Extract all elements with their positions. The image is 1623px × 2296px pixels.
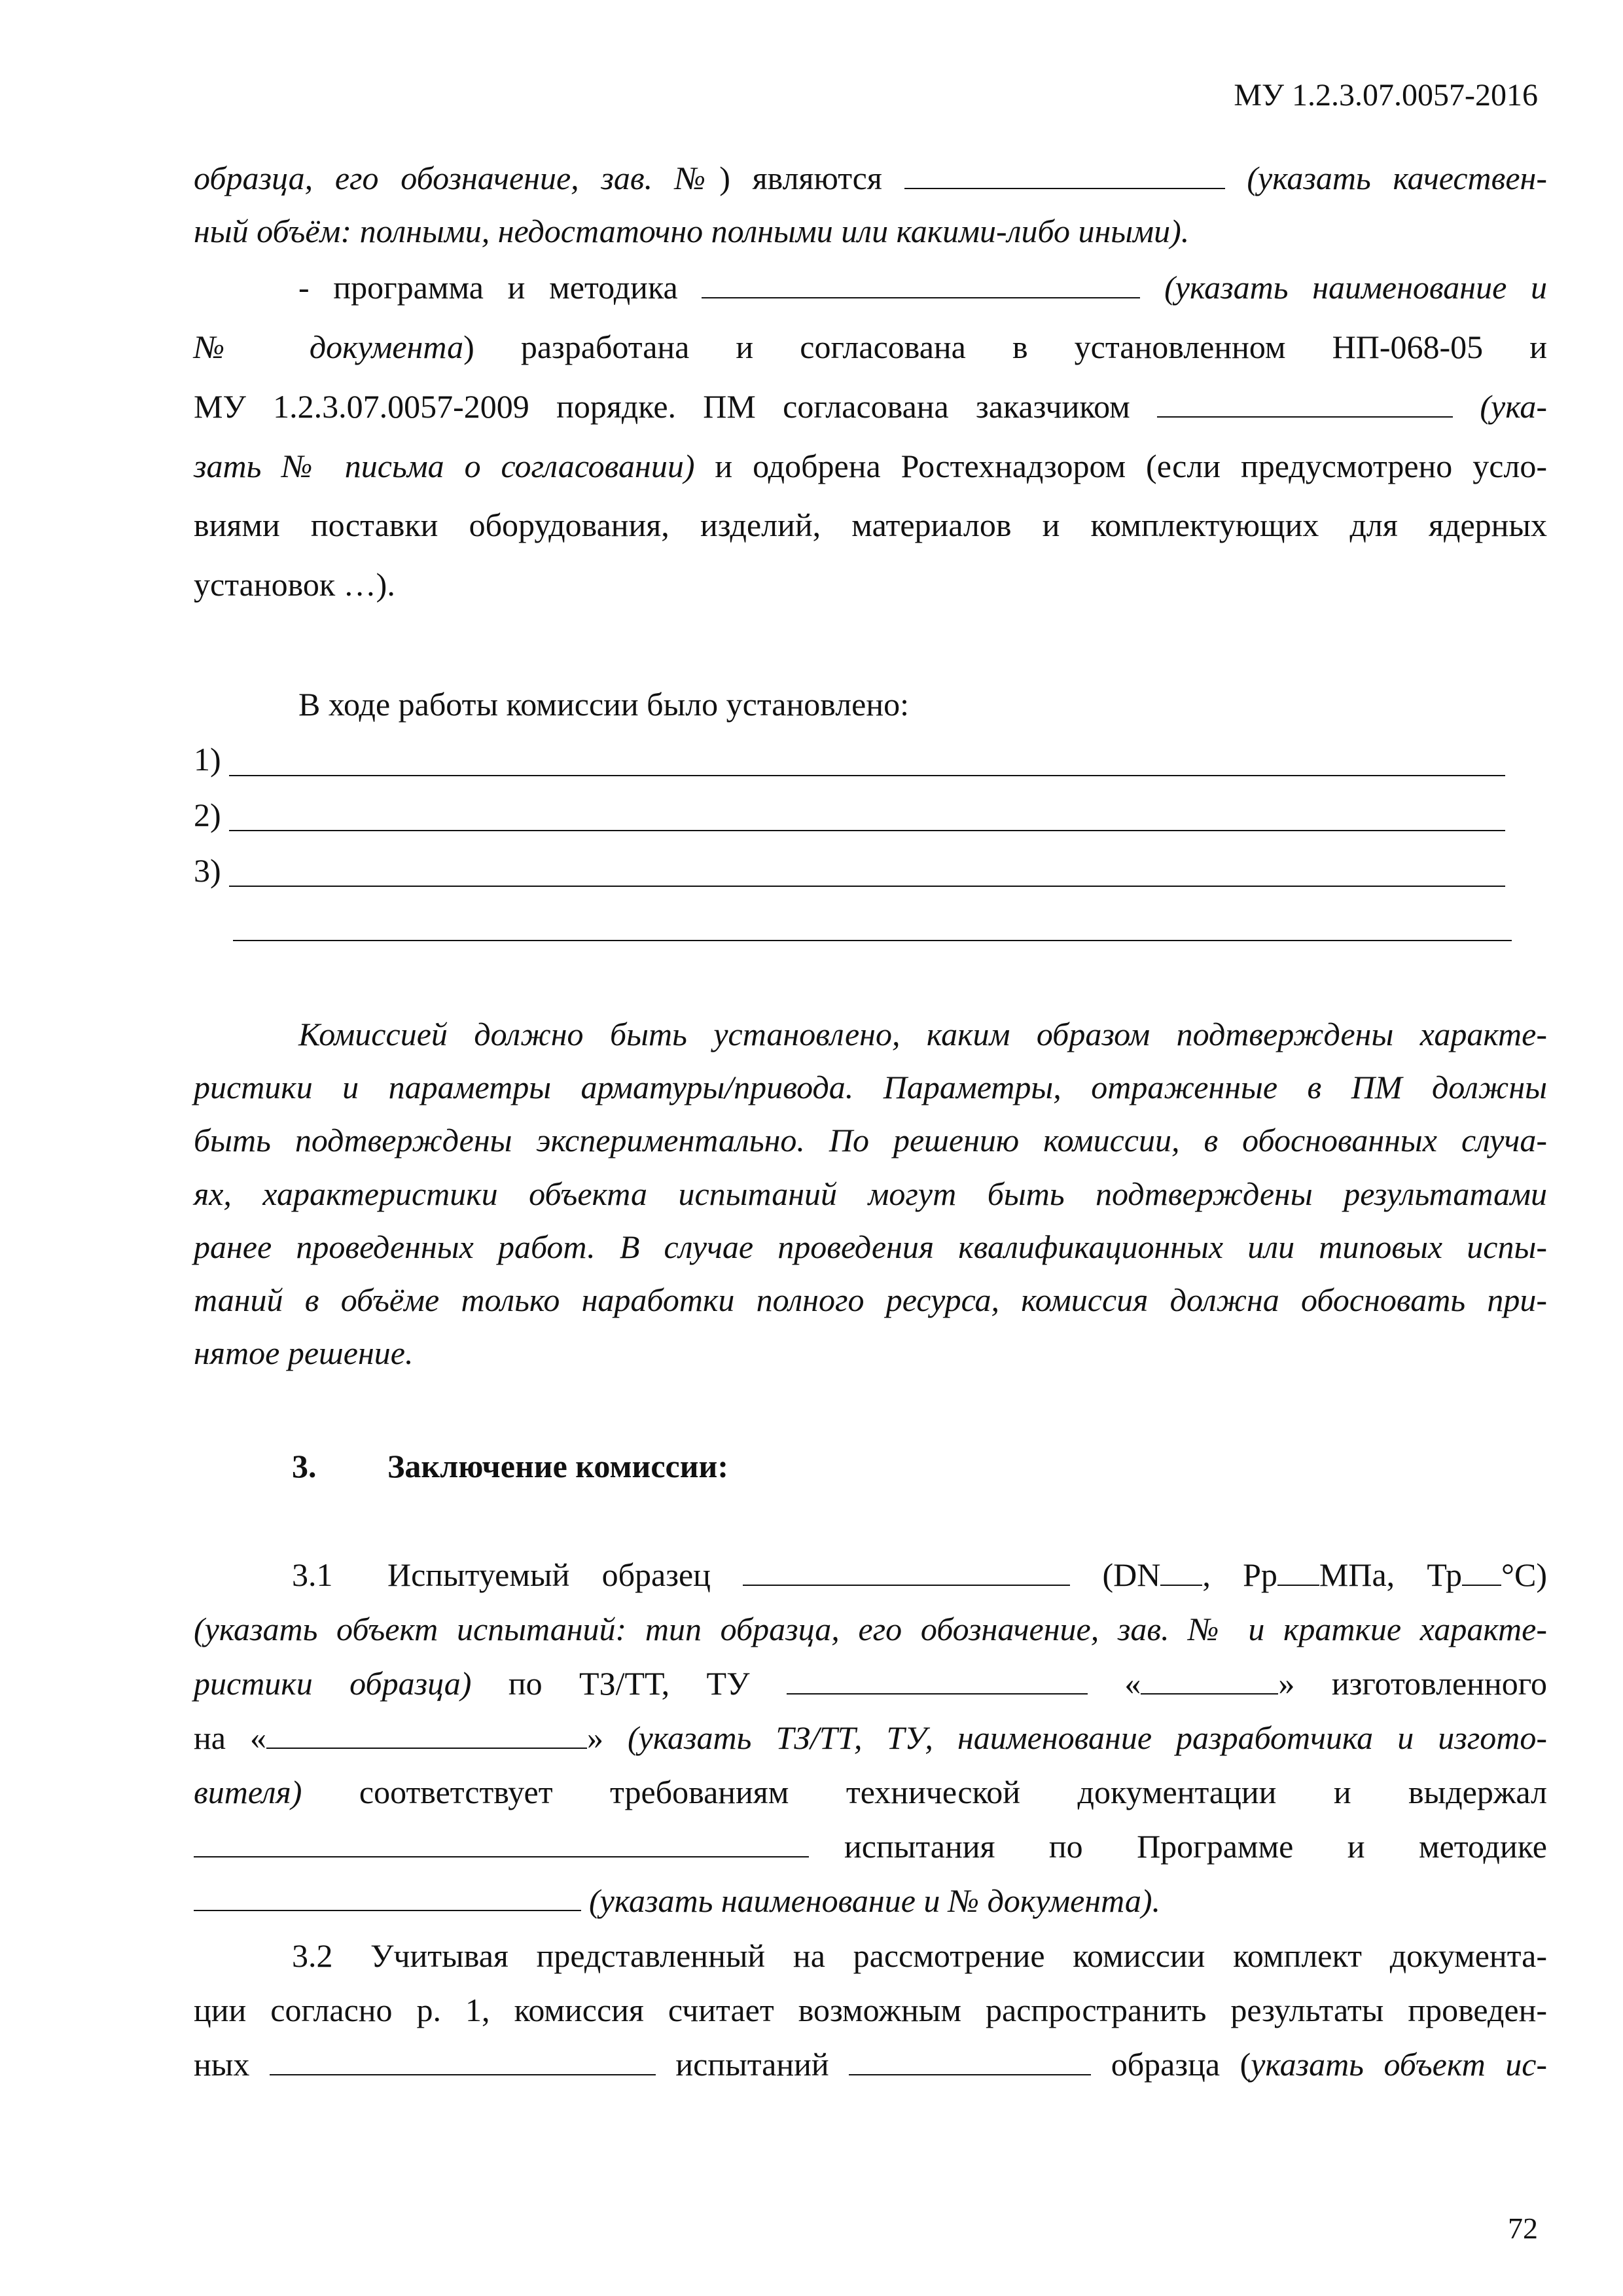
c31-line-1	[387, 1555, 1547, 1594]
c31-line-4	[194, 1718, 1547, 1757]
note-line-4: ях, характеристики объекта испытаний могут быть подтверждены результатами	[194, 1175, 1547, 1212]
blank-field[interactable]	[1141, 1666, 1278, 1695]
blank-field[interactable]	[849, 2047, 1091, 2075]
finding-1-line[interactable]	[229, 775, 1505, 776]
section-3-number: 3.	[292, 1448, 317, 1484]
blank-field[interactable]	[1157, 389, 1453, 418]
p2-line-3	[194, 387, 1547, 426]
finding-item-1	[194, 740, 1547, 779]
c32-l3-object: образца (	[1111, 2046, 1251, 2083]
c31-line-6: испытания по Программе и методике	[844, 1828, 1547, 1865]
p2-line-5: виями поставки оборудования, изделий, материалов и комплектующих для ядерных	[194, 507, 1547, 543]
p2-l2-text: ) разработана и согласована в установленном НП-068-05 и	[463, 329, 1547, 365]
c31-line-5	[194, 1772, 1547, 1812]
note-line-3: быть подтверждены экспериментально. По решению комиссии, в обоснованных случа-	[194, 1122, 1547, 1158]
p2-l4-italic: зать № письма о согласовании)	[194, 448, 695, 484]
p2-l3-text: МУ 1.2.3.07.0057-2009 порядке. ПМ согласована заказчиком	[194, 388, 1130, 425]
p1-l1-note: (указать качествен-	[1247, 160, 1547, 196]
c32-line-2: ции согласно р. 1, комиссия считает возможным распространить результаты проведен-	[194, 1992, 1547, 2028]
clause-3-1-number: 3.1	[292, 1556, 333, 1593]
p1-l1-italic: образца, его обозначение, зав. №	[194, 160, 720, 196]
c31-l4-note: (указать ТЗ/ТТ, ТУ, наименование разработчика и изгото-	[603, 1719, 1547, 1756]
c32-l3-tests: испытаний	[675, 2046, 829, 2083]
blank-field[interactable]	[904, 160, 1225, 189]
c32-l3-text: ных	[194, 2046, 250, 2083]
p2-line-6: установок …).	[194, 566, 395, 603]
temperature-field[interactable]	[1462, 1557, 1501, 1586]
note-line-7: нятое решение.	[194, 1335, 414, 1371]
p1-l1-text: ) являются	[719, 160, 882, 196]
c31-l5-text: соответствует требованиям технической документации и выдержал	[302, 1774, 1547, 1810]
blank-field[interactable]	[743, 1557, 1070, 1586]
p2-l2-italic: № документа	[194, 329, 464, 365]
finding-number: 2)	[194, 797, 221, 833]
c31-line-2: (указать объект испытаний: тип образца, его обозначение, зав. № и краткие характе-	[194, 1611, 1547, 1647]
c31-line-7: (указать наименование и № документа).	[589, 1882, 1160, 1919]
c31-dn-label: (DN	[1102, 1556, 1161, 1593]
findings-intro: В ходе работы комиссии было установлено:	[298, 686, 909, 723]
document-code: МУ 1.2.3.07.0057-2016	[1234, 78, 1538, 113]
pressure-field[interactable]	[1277, 1557, 1319, 1586]
c31-l3-italic: ристики образца)	[194, 1665, 472, 1702]
note-line-6: таний в объёме только наработки полного ресурса, комиссия должна обосновать при-	[194, 1282, 1547, 1318]
c31-temp-unit: °С)	[1501, 1556, 1548, 1593]
c32-l3-tail	[1111, 2046, 1547, 2083]
p2-line-1	[298, 268, 1547, 307]
finding-extra-line[interactable]	[233, 940, 1512, 941]
p2-l3-note: (ука-	[1480, 388, 1548, 425]
c31-l4-text: на «	[194, 1719, 266, 1756]
finding-item-3	[194, 851, 1547, 890]
blank-field[interactable]	[702, 270, 1140, 298]
c31-pressure-label: , Рр	[1202, 1556, 1277, 1593]
clause-3-2-number: 3.2	[292, 1937, 333, 1974]
section-3-title: Заключение комиссии:	[387, 1448, 728, 1484]
open-quote: «	[1124, 1665, 1141, 1702]
c32-line-1: Учитывая представленный на рассмотрение комиссии комплект документа-	[370, 1937, 1547, 1974]
dn-field[interactable]	[1160, 1557, 1202, 1586]
note-line-5: ранее проведенных работ. В случае проведения квалификационных или типовых испы-	[194, 1229, 1547, 1265]
blank-field[interactable]	[266, 1720, 587, 1749]
p2-l1-text: - программа и методика	[298, 269, 678, 306]
page-number: 72	[1508, 2212, 1538, 2245]
p2-l4-text: и одобрена Ростехнадзором (если предусмотрено усло-	[694, 448, 1548, 484]
p2-line-2	[194, 327, 1547, 367]
note-line-1: Комиссией должно быть установлено, каким образом подтверждены характе-	[298, 1016, 1547, 1052]
p2-l1-note: (указать наименование и	[1164, 269, 1548, 306]
c31-l3-tail: » изготовленного	[1278, 1665, 1548, 1702]
test-type-field[interactable]	[194, 1856, 809, 1857]
c31-l5-italic: вителя)	[194, 1774, 302, 1810]
p2-line-4	[194, 446, 1547, 486]
c31-temp-label: МПа, Тр	[1319, 1556, 1463, 1593]
finding-item-2	[194, 795, 1547, 834]
finding-number: 3)	[194, 852, 221, 889]
blank-field[interactable]	[787, 1666, 1088, 1695]
p1-line-1	[194, 158, 1547, 198]
c32-line-3	[194, 2045, 1547, 2084]
blank-field[interactable]	[270, 2047, 656, 2075]
c31-l3-text: по ТЗ/ТТ, ТУ	[471, 1665, 750, 1702]
c32-l3-note: указать объект ис-	[1251, 2046, 1548, 2083]
close-quote: »	[586, 1719, 603, 1756]
p1-line-2: ный объём: полными, недостаточно полными или какими-либо иными).	[194, 213, 1190, 249]
finding-number: 1)	[194, 741, 221, 778]
finding-3-line[interactable]	[229, 886, 1505, 887]
finding-2-line[interactable]	[229, 830, 1505, 831]
note-line-2: ристики и параметры арматуры/привода. Параметры, отраженные в ПМ должны	[194, 1069, 1547, 1105]
c31-l1-text: Испытуемый образец	[387, 1556, 711, 1593]
c31-line-3	[194, 1664, 1547, 1703]
program-field[interactable]	[194, 1910, 581, 1911]
